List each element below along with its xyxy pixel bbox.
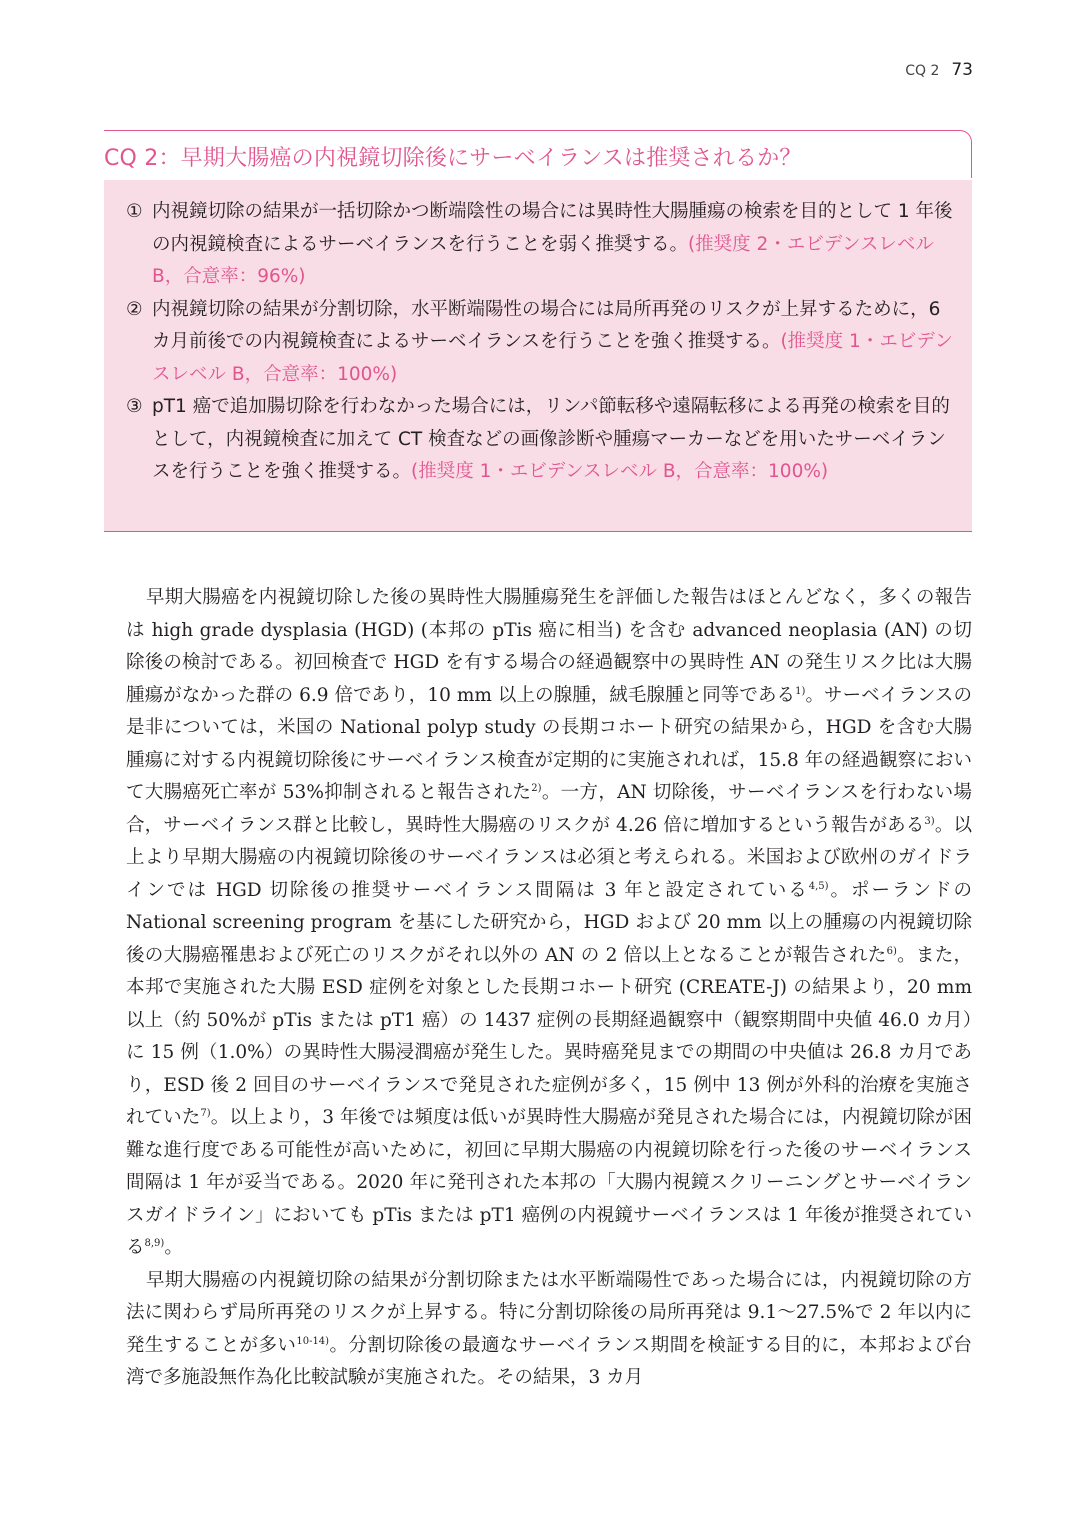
citation: 7) — [200, 1107, 211, 1119]
recommendation-grade: (推奨度 1・エビデンスレベル B，合意率：100%) — [152, 331, 953, 385]
citation: 4,5) — [808, 880, 829, 892]
paragraph-text: 早期大腸癌を内視鏡切除した後の異時性大腸腫瘍発生を評価した報告はほとんどなく，多くの報告は high grade dysplasia (HGD) (本邦の pTis 癌に相当) を含む advanced neoplasia (AN) の切除後の検討である。初回検査で HGD を有する場合の経過観察中の異時性 AN の発生リスク比は大腸腫瘍がなかった群の 6.9 倍であり，10 mm 以上の腺腫，絨毛腺腫と同等である — [126, 587, 972, 706]
page-number: 73 — [951, 60, 973, 80]
recommendation-grade: (推奨度 1・エビデンスレベル B，合意率：100%) — [411, 461, 829, 482]
citation: 10-14) — [296, 1335, 330, 1347]
cq-title-box — [104, 130, 972, 178]
paragraph-text: 早期大腸癌の内視鏡切除の結果が分割切除または水平断端陽性であった場合には，内視鏡切除の方法に関わらず局所再発のリスクが上昇する。特に分割切除後の局所再発は 9.1〜27.5%で 2 年以内に発生することが多い — [126, 1269, 972, 1356]
paragraph-text: 。以上より，3 年後では頻度は低いが異時性大腸癌が発見された場合には，内視鏡切除が困難な進行度である可能性が高いために，初回に早期大腸癌の内視鏡切除を行った後のサーベイランス間隔は 1 年が妥当である。2020 年に発刊された本邦の「大腸内視鏡スクリーニングとサーベイランスガイドライン」においても pTis または pT1 癌例の内視鏡サーベイランスは 1 年後が推奨されている — [126, 1107, 972, 1258]
paragraph-text: 。一方，AN 切除後，サーベイランスを行わない場合，サーベイランス群と比較し，異時性大腸癌のリスクが 4.26 倍に増加するという報告がある — [126, 782, 972, 836]
citation: 8,9) — [144, 1237, 165, 1249]
recommendation-1 — [126, 196, 954, 294]
paragraph-text: 。 — [164, 1237, 183, 1258]
paragraph-text: 。サーベイランスの是非については，米国の National polyp study の長期コホート研究の結果から，HGD を含む大腸腫瘍に対する内視鏡切除後にサーベイランス検査が定期的に実施されれば，15.8 年の経過観察において大腸癌死亡率が 53%抑制されると報告された — [126, 684, 972, 803]
citation: 6) — [886, 945, 897, 957]
body-text — [126, 582, 972, 1395]
recommendation-3 — [126, 391, 954, 489]
citation: 1) — [795, 685, 806, 697]
recommendation-number: ③ — [126, 396, 143, 417]
paragraph-text: 。ポーランドの National screening program を基にした研究から，HGD および 20 mm 以上の腫瘍の内視鏡切除後の大腸癌罹患および死亡のリスクがそれ以外の AN の 2 倍以上となることが報告された — [126, 879, 972, 966]
paragraph-text: 。また，本邦で実施された大腸 ESD 症例を対象とした長期コホート研究 (CREATE-J) の結果より，20 mm 以上（約 50%が pTis または pT1 癌）の 1437 症例の長期経過観察中（観察期間中央値 46.0 カ月）に 15 例（1.0%）の異時性大腸浸潤癌が発生した。異時癌発見までの期間の中央値は 26.8 カ月であり，ESD 後 2 回目のサーベイランスで発見された症例が多く，15 例中 13 例が外科的治療を実施されていた — [126, 944, 972, 1128]
recommendation-number: ① — [126, 201, 143, 222]
paragraph-2 — [126, 1265, 972, 1395]
citation: 3) — [924, 815, 935, 827]
recommendation-text: pT1 癌で追加腸切除を行わなかった場合には，リンパ節転移や遠隔転移による再発の検索を目的として，内視鏡検査に加えて CT 検査などの画像診断や腫瘍マーカーなどを用いたサーベイランスを行うことを強く推奨する。 — [152, 396, 950, 482]
running-head — [905, 60, 973, 80]
recommendation-text: 内視鏡切除の結果が一括切除かつ断端陰性の場合には異時性大腸腫瘍の検索を目的として 1 年後の内視鏡検査によるサーベイランスを行うことを弱く推奨する。 — [152, 201, 953, 255]
citation: 2) — [531, 782, 542, 794]
cq-title: CQ 2：早期大腸癌の内視鏡切除後にサーベイランスは推奨されるか？ — [104, 146, 802, 171]
paragraph-text: 。以上より早期大腸癌の内視鏡切除後のサーベイランスは必須と考えられる。米国および欧州のガイドラインでは HGD 切除後の推奨サーベイランス間隔は 3 年と設定されている — [126, 814, 972, 901]
recommendation-grade: (推奨度 2・エビデンスレベル B，合意率：96%) — [152, 233, 934, 287]
recommendation-2 — [126, 294, 954, 392]
recommendation-number: ② — [126, 298, 143, 320]
recommendation-box — [104, 180, 972, 532]
recommendation-text: 内視鏡切除の結果が分割切除，水平断端陽性の場合には局所再発のリスクが上昇するために，6 カ月前後での内視鏡検査によるサーベイランスを行うことを強く推奨する。 — [152, 298, 941, 352]
paragraph-1 — [126, 582, 972, 1265]
paragraph-text: 。分割切除後の最適なサーベイランス期間を検証する目的に，本邦および台湾で多施設無作為化比較試験が実施された。その結果，3 カ月 — [126, 1334, 972, 1388]
running-head-section: CQ 2 — [905, 63, 940, 79]
